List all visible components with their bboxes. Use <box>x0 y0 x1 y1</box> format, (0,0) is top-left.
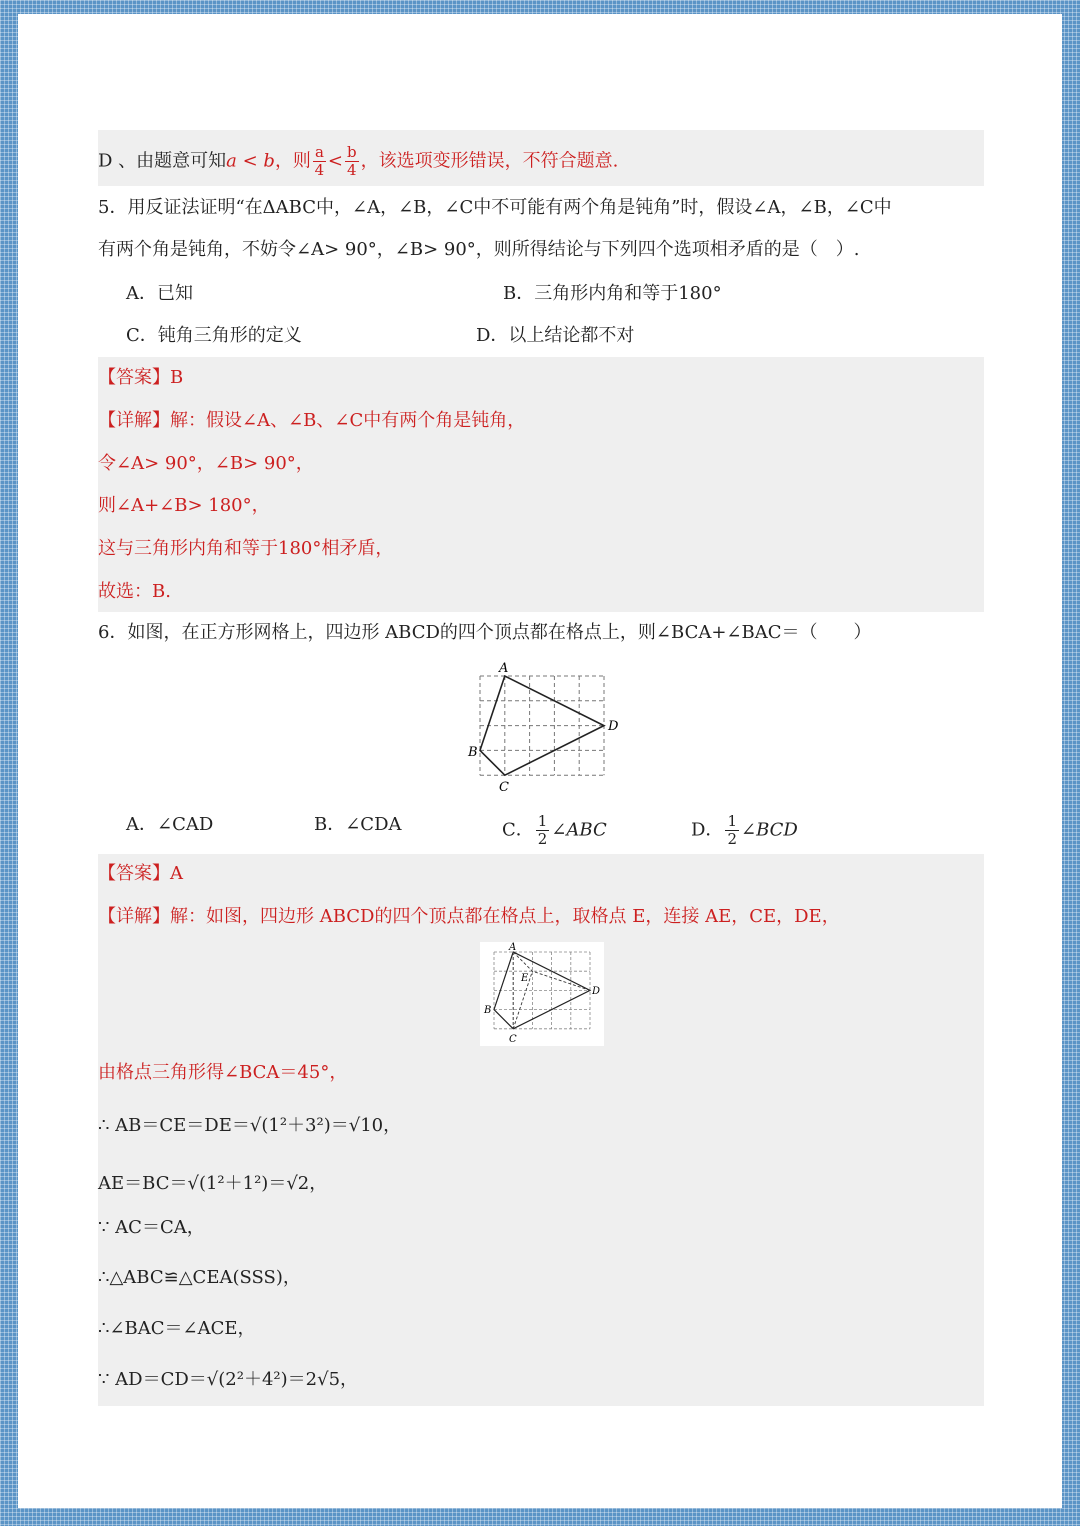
q6-step-5: ∴△ABC≌△CEA(SSS)， <box>98 1267 301 1288</box>
fig2-label-a: A <box>509 942 517 953</box>
fig2-label-c: C <box>509 1034 517 1045</box>
q6-figure-quadrilateral <box>466 662 626 794</box>
q6-option-c: C． $\frac{1}{2}$ ∠ABC <box>502 812 607 848</box>
q6-detail-intro: 【详解】解：如图，四边形 ABCD的四个顶点都在格点上，取格点 E，连接 AE，CE，DE， <box>98 906 840 927</box>
q5-option-c: C．钝角三角形的定义 <box>126 325 302 346</box>
fig2-label-d: D <box>592 986 601 997</box>
q4d-frac2: $\frac{b}{4}$ <box>346 143 357 179</box>
q6-stem: 6．如图，在正方形网格上，四边形 ABCD的四个顶点都在格点上，则∠BCA+∠BAC＝（ ） <box>98 622 872 643</box>
q6-answer: 【答案】A <box>98 863 183 884</box>
q6-step-1: 由格点三角形得∠BCA＝45°， <box>98 1062 348 1083</box>
q6-step-6: ∴∠BAC＝∠ACE， <box>98 1318 256 1339</box>
q4d-prefix: D 、由题意可知 <box>98 150 227 172</box>
fig1-label-b: B <box>468 745 478 760</box>
q5-stem-line1: 5．用反证法证明“在ΔABC中，∠A，∠B，∠C中不可能有两个角是钝角”时，假设∠A，∠B，∠C中 <box>98 197 892 218</box>
q5-stem-line2: 有两个角是钝角，不妨令∠A> 90°，∠B> 90°，则所得结论与下列四个选项相矛盾的是（ ）. <box>98 239 860 260</box>
q6-step-4: ∵ AC＝CA， <box>98 1217 205 1238</box>
q4d-suffix: ，该选项变形错误，不符合题意. <box>360 150 619 172</box>
q4d-sep: ，则 <box>274 150 311 172</box>
fig1-label-a: A <box>499 662 509 676</box>
q5-detail-4: 这与三角形内角和等于180°相矛盾， <box>98 538 394 559</box>
fig2-label-e: E <box>521 973 529 984</box>
q6-option-a: A．∠CAD <box>126 814 214 835</box>
fig1-label-d: D <box>608 719 619 734</box>
q5-detail-2: 令∠A> 90°，∠B> 90°， <box>98 453 314 474</box>
q6-solution-figure <box>480 942 604 1046</box>
q5-option-b: B．三角形内角和等于180° <box>503 283 722 304</box>
q4-option-d-line <box>98 144 618 179</box>
document-page <box>18 14 1062 1508</box>
q6-step-7: ∵ AD＝CD＝√(2²＋4²)＝2√5， <box>98 1369 359 1390</box>
q5-detail-3: 则∠A+∠B> 180°， <box>98 495 270 516</box>
q5-answer-block <box>98 357 984 612</box>
fig1-label-c: C <box>499 780 509 794</box>
q4d-frac1: $\frac{a}{4}$ <box>314 143 325 179</box>
q5-answer: 【答案】B <box>98 367 184 388</box>
q5-detail-5: 故选：B. <box>98 581 171 602</box>
q6-option-d: D． $\frac{1}{2}$ ∠BCD <box>691 812 798 848</box>
q5-detail-1: 【详解】解：假设∠A、∠B、∠C中有两个角是钝角， <box>98 410 526 431</box>
q6-step-2: ∴ AB＝CE＝DE＝√(1²＋3²)＝√10， <box>98 1115 402 1136</box>
q6-option-b: B．∠CDA <box>314 814 402 835</box>
q4d-cond: a < b <box>226 150 275 172</box>
q6-step-3: AE＝BC＝√(1²＋1²)＝√2， <box>98 1173 328 1194</box>
q4d-lt: < <box>327 150 343 172</box>
q5-option-a: A．已知 <box>126 283 193 304</box>
q5-option-d: D．以上结论都不对 <box>476 325 635 346</box>
fig2-label-b: B <box>484 1005 492 1016</box>
